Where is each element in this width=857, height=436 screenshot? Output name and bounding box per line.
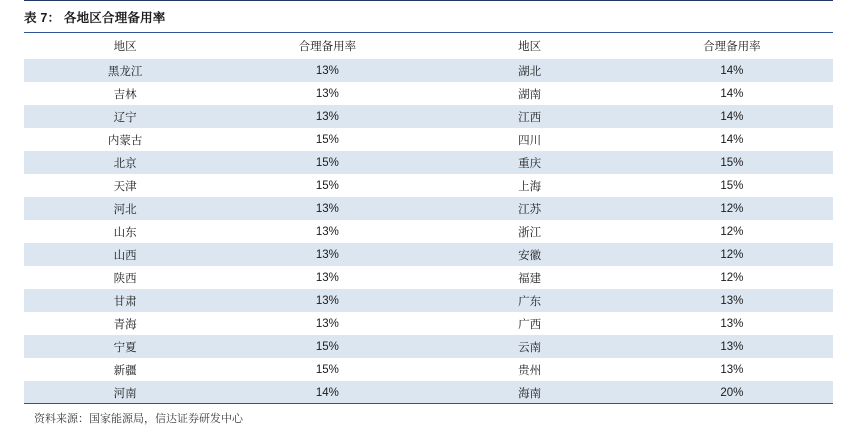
table-caption: 表 7： 各地区合理备用率 [24,11,166,25]
cell-region-right: 福建 [429,266,631,289]
cell-region-right: 江西 [429,105,631,128]
reserve-rate-table [24,33,833,404]
cell-region-right: 江苏 [429,197,631,220]
cell-region-right: 四川 [429,128,631,151]
table-header [24,33,833,59]
cell-region-left: 山西 [24,243,226,266]
table-row [24,312,833,335]
cell-rate-right: 20% [631,381,833,404]
table-row [24,59,833,82]
cell-rate-right: 13% [631,335,833,358]
cell-rate-left: 14% [226,381,428,404]
cell-rate-left: 15% [226,335,428,358]
cell-region-left: 山东 [24,220,226,243]
column-header-region-right: 地区 [429,33,631,59]
table-row [24,151,833,174]
cell-region-right: 广东 [429,289,631,312]
cell-rate-right: 12% [631,243,833,266]
cell-rate-right: 12% [631,197,833,220]
cell-rate-right: 12% [631,220,833,243]
cell-region-left: 甘肃 [24,289,226,312]
table-row [24,266,833,289]
table-footer [24,403,833,426]
cell-region-right: 广西 [429,312,631,335]
cell-region-right: 贵州 [429,358,631,381]
cell-region-left: 宁夏 [24,335,226,358]
cell-rate-left: 13% [226,266,428,289]
cell-rate-right: 12% [631,266,833,289]
cell-region-left: 新疆 [24,358,226,381]
cell-rate-left: 13% [226,59,428,82]
cell-region-left: 陕西 [24,266,226,289]
cell-rate-right: 13% [631,358,833,381]
cell-rate-left: 13% [226,289,428,312]
cell-rate-left: 15% [226,151,428,174]
cell-region-left: 内蒙古 [24,128,226,151]
cell-region-left: 辽宁 [24,105,226,128]
cell-rate-right: 14% [631,105,833,128]
column-header-region-left: 地区 [24,33,226,59]
cell-region-left: 黑龙江 [24,59,226,82]
cell-region-left: 青海 [24,312,226,335]
table-row [24,128,833,151]
table-row [24,197,833,220]
cell-rate-right: 15% [631,151,833,174]
cell-rate-right: 13% [631,312,833,335]
cell-rate-left: 13% [226,243,428,266]
data-table-wrapper [24,33,833,404]
cell-region-right: 重庆 [429,151,631,174]
cell-rate-right: 14% [631,128,833,151]
column-header-rate-left: 合理备用率 [226,33,428,59]
source-note: 资料来源：国家能源局，信达证券研发中心 [34,413,243,425]
table-row [24,335,833,358]
cell-region-left: 河北 [24,197,226,220]
cell-region-left: 天津 [24,174,226,197]
table-row [24,174,833,197]
table-row [24,243,833,266]
cell-rate-left: 13% [226,312,428,335]
cell-region-right: 上海 [429,174,631,197]
cell-region-right: 海南 [429,381,631,404]
table-body [24,59,833,404]
cell-region-right: 安徽 [429,243,631,266]
table-row [24,381,833,404]
table-row [24,358,833,381]
cell-region-right: 浙江 [429,220,631,243]
cell-rate-left: 15% [226,174,428,197]
table-header-row [24,33,833,59]
cell-region-left: 北京 [24,151,226,174]
cell-rate-left: 13% [226,82,428,105]
cell-region-right: 湖北 [429,59,631,82]
cell-rate-left: 13% [226,197,428,220]
table-row [24,289,833,312]
cell-region-right: 云南 [429,335,631,358]
cell-rate-right: 14% [631,59,833,82]
table-row [24,82,833,105]
cell-rate-right: 15% [631,174,833,197]
column-header-rate-right: 合理备用率 [631,33,833,59]
cell-rate-left: 13% [226,105,428,128]
cell-rate-right: 14% [631,82,833,105]
cell-region-right: 湖南 [429,82,631,105]
table-row [24,220,833,243]
table-row [24,105,833,128]
cell-region-left: 吉林 [24,82,226,105]
cell-rate-left: 15% [226,128,428,151]
cell-region-left: 河南 [24,381,226,404]
cell-rate-right: 13% [631,289,833,312]
cell-rate-left: 13% [226,220,428,243]
cell-rate-left: 15% [226,358,428,381]
